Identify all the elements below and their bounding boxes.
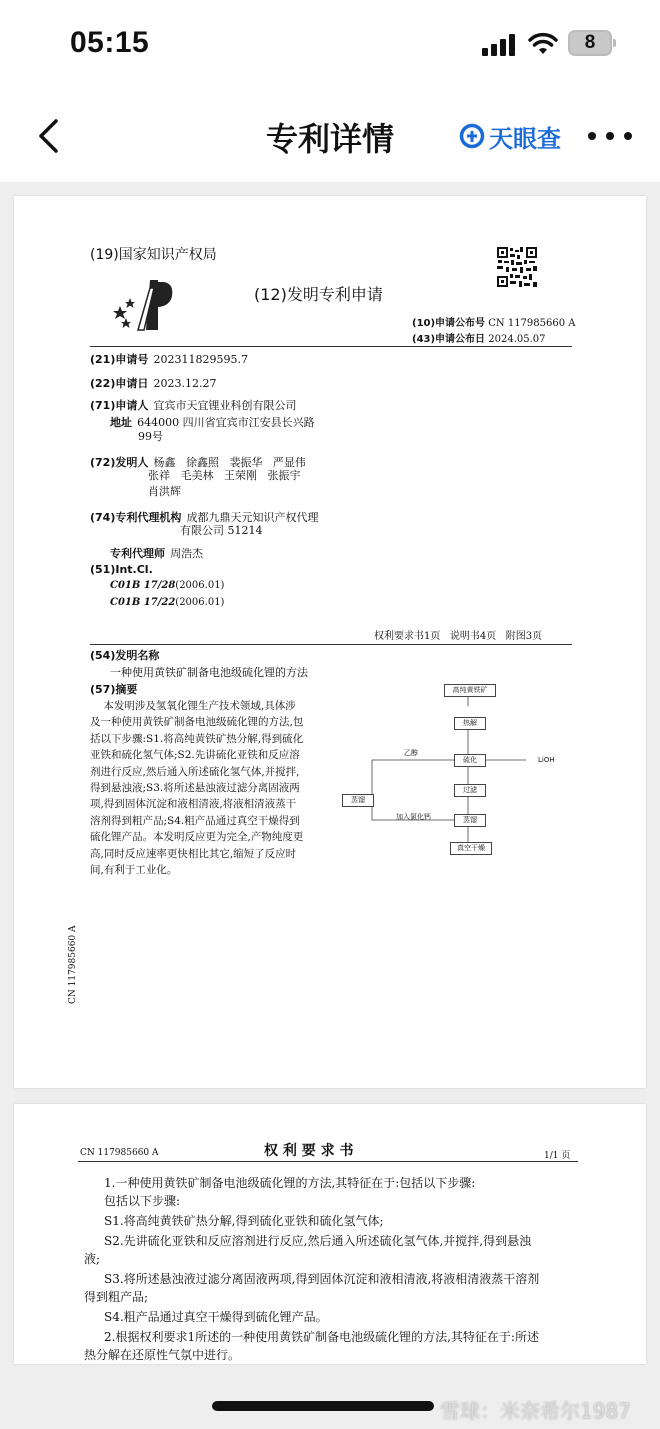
claims-line: 2.根据权利要求1所述的一种使用黄铁矿制备电池级硫化锂的方法,其特征在于:所述 xyxy=(104,1330,539,1344)
abstract-line: 本发明涉及氢氧化锂生产技术领域,具体涉 xyxy=(90,700,296,712)
status-time: 05:15 xyxy=(70,26,150,59)
flow-label-ethanol: 乙醇 xyxy=(404,749,418,757)
app-no: 202311829595.7 xyxy=(153,353,248,366)
applicant-label: (71)申请人 xyxy=(90,399,149,412)
nav-bar xyxy=(0,88,660,182)
brand-name: 天眼查 xyxy=(489,124,561,153)
patent-front-page xyxy=(14,196,646,1088)
inventor-line2: 张祥 毛美林 王荣刚 张振宇 xyxy=(148,469,301,482)
abstract-line: 硫化锂产品。本发明反应更为完全,产物纯度更 xyxy=(90,831,304,844)
app-date: 2023.12.27 xyxy=(153,377,217,390)
abstract-line: 剂进行反应,然后通入所述硫化氢气体,并搅拌, xyxy=(90,765,300,778)
flow-box-raw: 高纯黄铁矿 xyxy=(444,684,496,697)
home-indicator[interactable] xyxy=(212,1401,434,1411)
invention-title: 一种使用黄铁矿制备电池级硫化锂的方法 xyxy=(110,666,308,679)
abstract-line: 间,有利于工业化。 xyxy=(90,864,178,876)
claims-line: S1.将高纯黄铁矿热分解,得到硫化亚铁和硫化氢气体; xyxy=(104,1214,384,1228)
agent-label: 专利代理师 xyxy=(110,547,165,560)
cnipa-emblem-icon xyxy=(112,274,180,334)
inventor-line3: 肖洪辉 xyxy=(148,485,181,498)
address-line2: 99号 xyxy=(138,430,163,443)
intcl-1-ver: (2006.01) xyxy=(175,580,225,591)
qr-code-icon xyxy=(496,246,538,288)
intcl-1-code: C01B 17/28 xyxy=(110,580,176,591)
office-name: (19)国家知识产权局 xyxy=(90,247,217,263)
cellular-signal-icon xyxy=(482,34,516,56)
flow-box-evaporation: 蒸馏 xyxy=(454,814,486,827)
pub-date-label: (43)申请公布日 xyxy=(412,334,486,345)
abstract-line: 及一种使用黄铁矿制备电池级硫化锂的方法,包 xyxy=(90,716,304,729)
inventor-line1: 杨鑫 徐鑫照 裴振华 严显伟 xyxy=(153,456,306,469)
abstract-line: 亚铁和硫化氢气体;S2.先讲硫化亚铁和反应溶 xyxy=(90,749,300,762)
brand-logo xyxy=(459,120,561,152)
claims-line: 包括以下步骤: xyxy=(104,1194,181,1208)
claims-line: S4.粗产品通过真空干燥得到硫化锂产品。 xyxy=(104,1310,328,1324)
intcl-label: (51)Int.Cl. xyxy=(90,563,153,576)
agent: 周浩杰 xyxy=(170,547,204,560)
flow-box-distillation: 蒸馏 xyxy=(342,794,374,807)
address-label: 地址 xyxy=(110,416,132,429)
claims-page xyxy=(14,1104,646,1364)
applicant: 宜宾市天宜锂业科创有限公司 xyxy=(153,399,297,412)
flow-box-pyrolysis: 热解 xyxy=(454,717,486,730)
agency-line1: 成都九鼎天元知识产权代理 xyxy=(186,511,319,524)
more-options-icon[interactable] xyxy=(588,132,632,142)
pub-no-label: (10)申请公布号 xyxy=(412,318,486,329)
abstract-label: (57)摘要 xyxy=(90,683,138,696)
flow-label-lioh: LiOH xyxy=(538,756,555,764)
intcl-2-code: C01B 17/22 xyxy=(110,597,176,608)
app-date-label: (22)申请日 xyxy=(90,377,149,390)
abstract-line: 括以下步骤:S1.将高纯黄铁矿热分解,得到硫化 xyxy=(90,732,304,745)
intcl-2-ver: (2006.01) xyxy=(175,597,225,608)
flow-label-add-cacl2: 加入氯化钙 xyxy=(396,813,431,821)
pub-date: 2024.05.07 xyxy=(488,334,546,345)
side-publication-number: CN 117985660 A xyxy=(68,925,78,1004)
tianyancha-logo-icon xyxy=(459,123,485,149)
agency-label: (74)专利代理机构 xyxy=(90,511,182,524)
title-label: (54)发明名称 xyxy=(90,649,160,662)
flow-box-sulfurization: 硫化 xyxy=(454,754,486,767)
abstract-line: 高,同时反应速率更快相比其它,缩短了反应时 xyxy=(90,847,297,860)
claims-header-left: CN 117985660 A xyxy=(80,1148,159,1158)
app-no-label: (21)申请号 xyxy=(90,353,149,366)
abstract-line: 溶剂得到粗产品;S4.粗产品通过真空干燥得到 xyxy=(90,814,300,827)
inventor-label: (72)发明人 xyxy=(90,456,149,469)
claims-line: S2.先讲硫化亚铁和反应溶剂进行反应,然后通入所述硫化氢气体,并搅拌,得到悬浊 xyxy=(104,1234,532,1248)
pages-info: 权利要求书1页 说明书4页 附图3页 xyxy=(374,631,543,642)
abstract-line: 项,得到固体沉淀和液相清液,将液相清液蒸干 xyxy=(90,798,297,811)
flow-box-filter: 过滤 xyxy=(454,784,486,797)
watermark-text: 雪球：米奈希尔1987 xyxy=(440,1399,631,1423)
abstract-line: 得到悬浊液;S3.将所述悬浊液过滤分离固液两 xyxy=(90,782,300,794)
flow-box-vacuum-dry: 真空干燥 xyxy=(450,842,492,855)
document-type: (12)发明专利申请 xyxy=(254,285,383,304)
claims-line: S3.将所述悬浊液过滤分离固液两项,得到固体沉淀和液相清液,将液相清液蒸干溶剂 xyxy=(104,1272,540,1286)
claims-line: 得到粗产品; xyxy=(84,1290,149,1304)
claims-line: 热分解在还原性气氛中进行。 xyxy=(84,1348,241,1362)
wifi-icon xyxy=(528,32,558,56)
pub-no: CN 117985660 A xyxy=(488,318,576,329)
claims-line: 液; xyxy=(84,1252,101,1266)
status-bar xyxy=(0,0,660,88)
battery-icon: 8 xyxy=(568,30,612,56)
claims-line: 1.一种使用黄铁矿制备电池级硫化锂的方法,其特征在于:包括以下步骤: xyxy=(104,1176,476,1190)
address-line1: 644000 四川省宜宾市江安县长兴路 xyxy=(137,416,315,429)
agency-line2: 有限公司 51214 xyxy=(180,524,263,537)
claims-header-title: 权 利 要 求 书 xyxy=(264,1143,354,1159)
claims-header-right: 1/1 页 xyxy=(544,1151,571,1161)
page-title: 专利详情 xyxy=(265,120,394,158)
